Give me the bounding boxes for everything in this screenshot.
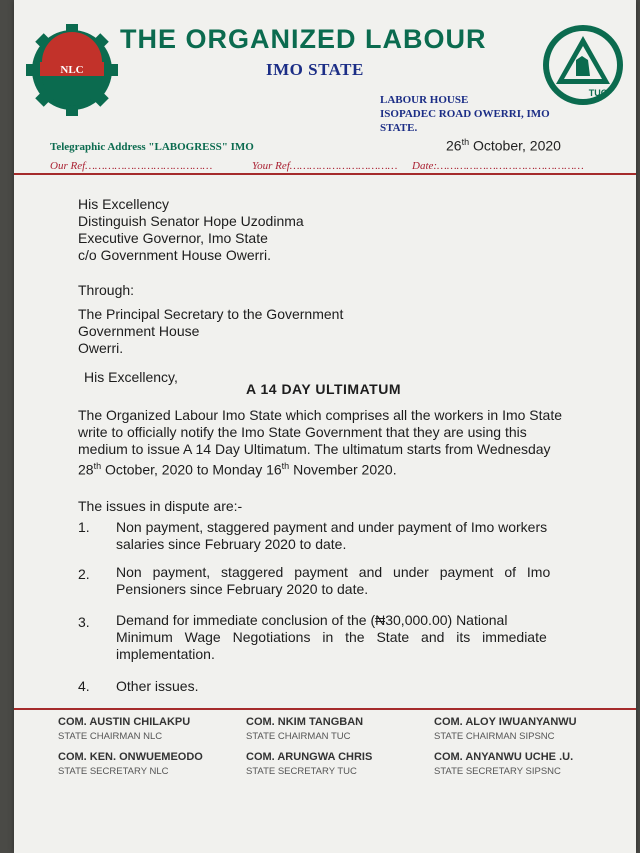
nlc-logo-text: NLC xyxy=(60,64,84,76)
issue-number: 4. xyxy=(78,678,90,694)
nlc-logo-icon xyxy=(24,22,120,118)
signatory-name: COM. ARUNGWA CHRIS xyxy=(246,751,373,763)
recipient-block xyxy=(78,196,304,264)
through-block xyxy=(78,282,343,357)
signatory-name: COM. ANYANWU UCHE .U. xyxy=(434,751,574,763)
signatory-name: COM. KEN. ONWUEMEODO xyxy=(58,751,203,763)
address-line-2: ISOPADEC ROAD OWERRI, IMO xyxy=(380,108,550,120)
signatory xyxy=(58,716,190,742)
intro-line: write to officially notify the Imo State Government that they are using this xyxy=(78,424,527,440)
subject-heading: A 14 DAY ULTIMATUM xyxy=(246,381,401,397)
signatory-role: STATE SECRETARY SIPSNC xyxy=(434,766,561,777)
your-ref-field: Your Ref…………………………… xyxy=(252,160,398,172)
letter-date: 26th October, 2020 xyxy=(446,137,561,154)
issue-item: Non payment, staggered payment and under payment of Imo Pensioners since February 2020 to date. xyxy=(116,564,551,597)
issue-number: 3. xyxy=(78,614,90,630)
recipient-line: His Excellency xyxy=(78,196,170,212)
signatory-name: COM. AUSTIN CHILAKPU xyxy=(58,716,191,728)
salutation: His Excellency, xyxy=(84,369,178,385)
issue-item: Demand for immediate conclusion of the (₦30,000.00) National Minimum Wage Negotiations in the State and its immediate implementation. xyxy=(116,612,547,662)
tuc-logo-icon xyxy=(540,22,626,108)
signatory xyxy=(58,751,203,777)
signatory-role: STATE CHAIRMAN NLC xyxy=(58,731,163,742)
intro-paragraph xyxy=(78,407,608,479)
tuc-logo-text: TUC xyxy=(588,88,608,98)
through-line: Owerri. xyxy=(78,340,124,356)
organization-state: IMO STATE xyxy=(266,60,364,79)
date-field: Date:……………………………………… xyxy=(412,160,584,172)
our-ref-field: Our Ref………………………………… xyxy=(50,160,213,172)
letter-page xyxy=(14,0,636,853)
signatory xyxy=(246,716,363,742)
intro-line: medium to issue A 14 Day Ultimatum. The ultimatum starts from Wednesday xyxy=(78,441,551,457)
signatory-role: STATE CHAIRMAN SIPSNC xyxy=(434,731,555,742)
issue-item: Non payment, staggered payment and under payment of Imo workers salaries since February 2020 to date. xyxy=(116,519,548,552)
address-line-3: STATE. xyxy=(380,122,418,134)
signatory xyxy=(434,751,573,777)
signatory xyxy=(434,716,577,742)
footer-divider xyxy=(14,708,636,710)
header-divider xyxy=(14,173,636,175)
issues-heading: The issues in dispute are:- xyxy=(78,498,243,514)
organization-name: THE ORGANIZED LABOUR xyxy=(120,24,487,54)
through-line: Government House xyxy=(78,323,200,339)
signatory-role: STATE SECRETARY NLC xyxy=(58,766,169,777)
signatory xyxy=(246,751,372,777)
intro-line: 28th October, 2020 to Monday 16th November 2020. xyxy=(78,461,397,478)
issue-item: Other issues. xyxy=(116,678,199,694)
recipient-line: c/o Government House Owerri. xyxy=(78,247,271,263)
intro-line: The Organized Labour Imo State which comprises all the workers in Imo State xyxy=(78,407,562,423)
telegraphic-address: Telegraphic Address "LABOGRESS" IMO xyxy=(50,141,254,153)
issue-number: 1. xyxy=(78,519,90,535)
signatory-name: COM. NKIM TANGBAN xyxy=(246,716,364,728)
through-label: Through: xyxy=(78,282,135,298)
issue-number: 2. xyxy=(78,566,90,582)
signatory-role: STATE CHAIRMAN TUC xyxy=(246,731,351,742)
recipient-line: Distinguish Senator Hope Uzodinma xyxy=(78,213,304,229)
through-line: The Principal Secretary to the Government xyxy=(78,306,344,322)
address-line-1: LABOUR HOUSE xyxy=(380,94,469,106)
signatory-role: STATE SECRETARY TUC xyxy=(246,766,357,777)
recipient-line: Executive Governor, Imo State xyxy=(78,230,268,246)
signatory-name: COM. ALOY IWUANYANWU xyxy=(434,716,577,728)
